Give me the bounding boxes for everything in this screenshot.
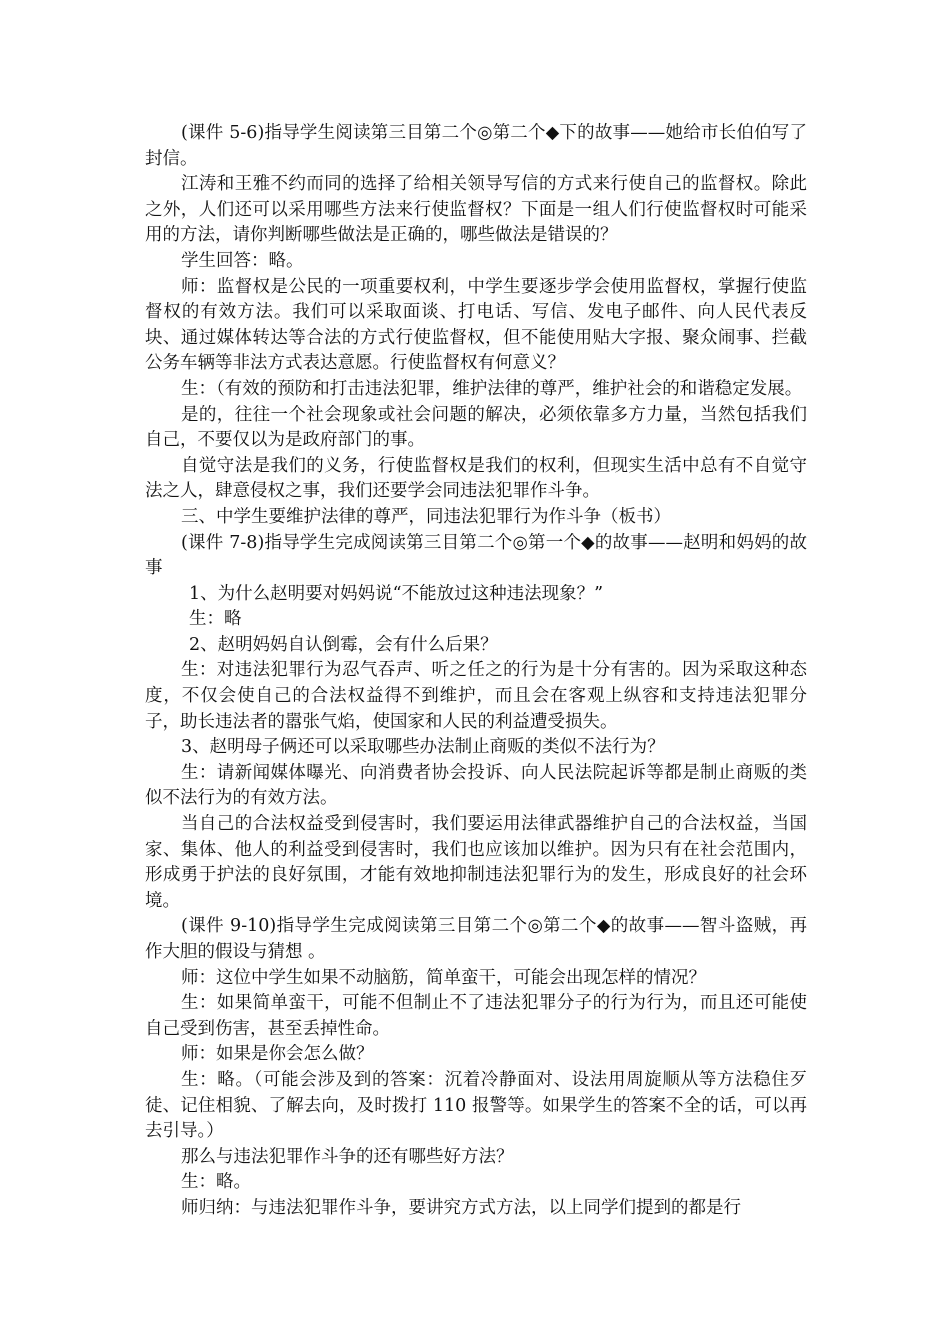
answer: 生：略	[189, 609, 242, 630]
paragraph: 师：这位中学生如果不动脑筋，简单蛮干，可能会出现怎样的情况？	[181, 967, 706, 988]
paragraph: 那么与违法犯罪作斗争的还有哪些好方法？	[181, 1146, 514, 1167]
paragraph: 生：（有效的预防和打击违法犯罪，维护法律的尊严，维护社会的和谐稳定发展。	[181, 378, 803, 399]
paragraph: 师：如果是你会怎么做？	[181, 1044, 374, 1065]
answer: 生：请新闻媒体曝光、向消费者协会投诉、向人民法院起诉等都是制止商贩的类似不法行为的有效方法。	[145, 762, 807, 809]
paragraph: 江涛和王雅不约而同的选择了给相关领导写信的方式来行使自己的监督权。除此之外，人们还可以采用哪些方法来行使监督权？下面是一组人们行使监督权时可能采用的方法，请你判断哪些做法是正确的，哪些做法是错误的？	[145, 174, 807, 246]
paragraph: 生：如果简单蛮干，可能不但制止不了违法犯罪分子的行为行为，而且还可能使自己受到伤害，甚至丢掉性命。	[145, 993, 807, 1039]
paragraph: 师：监督权是公民的一项重要权利，中学生要逐步学会使用监督权，掌握行使监督权的有效方法。我们可以采取面谈、打电话、写信、发电子邮件、向人民代表反块、通过媒体转达等合法的方式行使监督权，但不能使用贴大字报、聚众闹事、拦截公务车辆等非法方式表达意愿。行使监督权有何意义？	[145, 276, 807, 374]
paragraph: (课件 5-6)指导学生阅读第三目第二个◎第二个◆下的故事——她给市长伯伯写了封信。	[145, 123, 807, 169]
paragraph: 师归纳：与违法犯罪作斗争，要讲究方式方法，以上同学们提到的都是行	[181, 1197, 741, 1218]
question: 3、赵明母子俩还可以采取哪些办法制止商贩的类似不法行为？	[181, 737, 665, 758]
paragraph: 生：略。	[181, 1172, 251, 1193]
section-heading: 三、中学生要维护法律的尊严，同违法犯罪行为作斗争（板书）	[181, 506, 671, 527]
answer: 生：对违法犯罪行为忍气吞声、听之任之的行为是十分有害的。因为采取这种态度，不仅会使自己的合法权益得不到维护，而且会在客观上纵容和支持违法犯罪分子，助长违法者的嚣张气焰，使国家和人民的利益遭受损失。	[145, 660, 807, 732]
paragraph: 是的，往往一个社会现象或社会问题的解决，必须依靠多方力量，当然包括我们自己，不要仅以为是政府部门的事。	[145, 404, 807, 451]
paragraph: 学生回答：略。	[181, 250, 304, 271]
question: 2、赵明妈妈自认倒霉，会有什么后果？	[189, 634, 498, 655]
paragraph: 生：略。（可能会涉及到的答案：沉着冷静面对、设法用周旋顺从等方法稳住歹徒、记住相貌、了解去向，及时拨打 110 报警等。如果学生的答案不全的话，可以再去引导。）	[145, 1069, 807, 1142]
paragraph: (课件 9-10)指导学生完成阅读第三目第二个◎第二个◆的故事——智斗盗贼，再作大胆的假设与猜想 。	[145, 916, 807, 962]
paragraph: (课件 7-8)指导学生完成阅读第三目第二个◎第一个◆的故事——赵明和妈妈的故事	[145, 532, 807, 579]
paragraph: 当自己的合法权益受到侵害时，我们要运用法律武器维护自己的合法权益，当国家、集体、他人的利益受到侵害时，我们也应该加以维护。因为只有在社会范围内，形成勇于护法的良好氛围，才能有效地抑制违法犯罪行为的发生，形成良好的社会环境。	[145, 814, 807, 911]
question: 1、为什么赵明要对妈妈说“不能放过这种违法现象？”	[189, 583, 604, 604]
document-body	[145, 121, 807, 1222]
paragraph: 自觉守法是我们的义务，行使监督权是我们的权利，但现实生活中总有不自觉守法之人，肆意侵权之事，我们还要学会同违法犯罪作斗争。	[145, 455, 807, 502]
